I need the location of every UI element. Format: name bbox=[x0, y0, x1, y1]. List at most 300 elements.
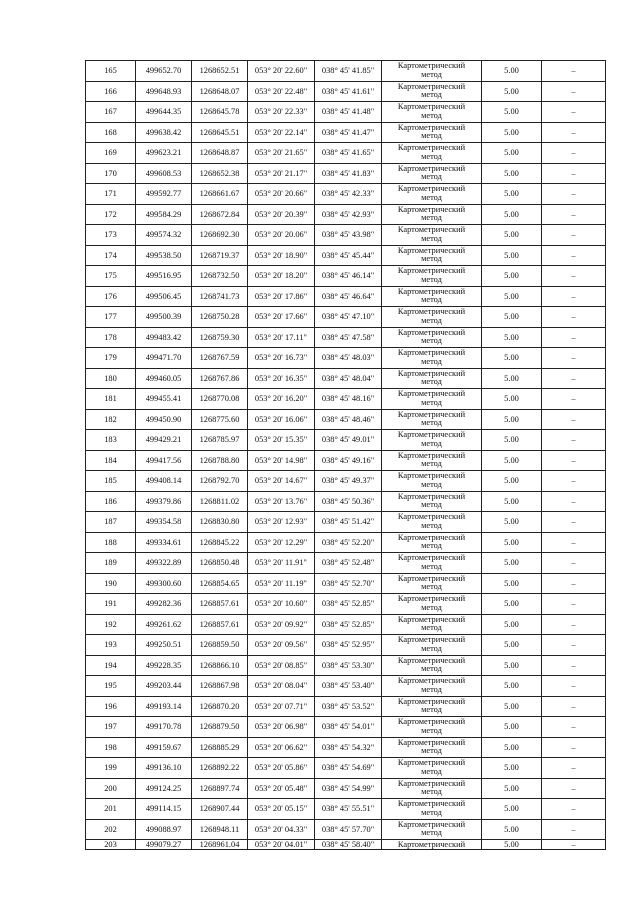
x-coordinate-cell: 499250.51 bbox=[136, 635, 192, 656]
accuracy-cell: 5.00 bbox=[482, 122, 542, 143]
y-coordinate-cell: 1268907.44 bbox=[192, 799, 248, 820]
table-body bbox=[86, 61, 606, 850]
y-coordinate-cell: 1268645.51 bbox=[192, 122, 248, 143]
table-row bbox=[86, 676, 606, 697]
point-number-cell: 178 bbox=[86, 327, 136, 348]
method-cell bbox=[382, 553, 482, 574]
table-row bbox=[86, 225, 606, 246]
method-line-1: Картометрический bbox=[397, 204, 466, 214]
x-coordinate-cell: 499592.77 bbox=[136, 184, 192, 205]
table-row bbox=[86, 819, 606, 840]
accuracy-cell: 5.00 bbox=[482, 717, 542, 738]
table-row bbox=[86, 840, 606, 850]
method-line-2: метод bbox=[421, 438, 442, 448]
point-number-cell: 166 bbox=[86, 81, 136, 102]
method-cell bbox=[382, 512, 482, 533]
x-coordinate-cell: 499506.45 bbox=[136, 286, 192, 307]
x-coordinate-cell: 499584.29 bbox=[136, 204, 192, 225]
accuracy-cell: 5.00 bbox=[482, 102, 542, 123]
point-number-cell: 187 bbox=[86, 512, 136, 533]
note-cell: – bbox=[542, 799, 606, 820]
note-cell: – bbox=[542, 778, 606, 799]
accuracy-cell: 5.00 bbox=[482, 266, 542, 287]
method-cell bbox=[382, 122, 482, 143]
note-cell: – bbox=[542, 245, 606, 266]
table-row bbox=[86, 81, 606, 102]
accuracy-cell: 5.00 bbox=[482, 450, 542, 471]
note-cell: – bbox=[542, 553, 606, 574]
point-number-cell: 197 bbox=[86, 717, 136, 738]
latitude-cell: 053° 20' 21.65" bbox=[248, 143, 315, 164]
y-coordinate-cell: 1268785.97 bbox=[192, 430, 248, 451]
point-number-cell: 188 bbox=[86, 532, 136, 553]
latitude-cell: 053° 20' 09.56" bbox=[248, 635, 315, 656]
x-coordinate-cell: 499623.21 bbox=[136, 143, 192, 164]
table-row bbox=[86, 635, 606, 656]
method-line-2: метод bbox=[421, 684, 442, 694]
y-coordinate-cell: 1268645.78 bbox=[192, 102, 248, 123]
latitude-cell: 053° 20' 17.66" bbox=[248, 307, 315, 328]
longitude-cell: 038° 45' 58.40" bbox=[315, 840, 382, 850]
method-cell bbox=[382, 614, 482, 635]
method-line-1: Картометрический bbox=[397, 163, 466, 173]
method-cell bbox=[382, 143, 482, 164]
latitude-cell: 053° 20' 08.85" bbox=[248, 655, 315, 676]
accuracy-cell: 5.00 bbox=[482, 696, 542, 717]
method-line-1: Картометрический bbox=[397, 327, 466, 337]
x-coordinate-cell: 499228.35 bbox=[136, 655, 192, 676]
longitude-cell: 038° 45' 41.83" bbox=[315, 163, 382, 184]
y-coordinate-cell: 1268767.59 bbox=[192, 348, 248, 369]
latitude-cell: 053° 20' 17.86" bbox=[248, 286, 315, 307]
y-coordinate-cell: 1268850.48 bbox=[192, 553, 248, 574]
point-number-cell: 173 bbox=[86, 225, 136, 246]
method-line-2: метод bbox=[421, 746, 442, 756]
y-coordinate-cell: 1268732.50 bbox=[192, 266, 248, 287]
longitude-cell: 038° 45' 52.48" bbox=[315, 553, 382, 574]
table-row bbox=[86, 594, 606, 615]
latitude-cell: 053° 20' 05.86" bbox=[248, 758, 315, 779]
method-line-1: Картометрический bbox=[397, 737, 466, 747]
method-line-1: Картометрический bbox=[397, 553, 466, 563]
point-number-cell: 191 bbox=[86, 594, 136, 615]
method-line-1: Картометрический bbox=[397, 225, 466, 235]
point-number-cell: 189 bbox=[86, 553, 136, 574]
accuracy-cell: 5.00 bbox=[482, 143, 542, 164]
x-coordinate-cell: 499203.44 bbox=[136, 676, 192, 697]
y-coordinate-cell: 1268948.11 bbox=[192, 819, 248, 840]
note-cell: – bbox=[542, 450, 606, 471]
note-cell: – bbox=[542, 737, 606, 758]
longitude-cell: 038° 45' 52.70" bbox=[315, 573, 382, 594]
point-number-cell: 185 bbox=[86, 471, 136, 492]
x-coordinate-cell: 499574.32 bbox=[136, 225, 192, 246]
method-cell bbox=[382, 676, 482, 697]
y-coordinate-cell: 1268759.30 bbox=[192, 327, 248, 348]
latitude-cell: 053° 20' 05.48" bbox=[248, 778, 315, 799]
method-line-2: метод bbox=[421, 397, 442, 407]
longitude-cell: 038° 45' 46.14" bbox=[315, 266, 382, 287]
y-coordinate-cell: 1268857.61 bbox=[192, 614, 248, 635]
method-line-1: Картометрический bbox=[397, 840, 466, 849]
latitude-cell: 053° 20' 06.62" bbox=[248, 737, 315, 758]
method-line-1: Картометрический bbox=[397, 594, 466, 604]
note-cell: – bbox=[542, 81, 606, 102]
table-row bbox=[86, 532, 606, 553]
note-cell: – bbox=[542, 655, 606, 676]
method-cell bbox=[382, 409, 482, 430]
accuracy-cell: 5.00 bbox=[482, 512, 542, 533]
note-cell: – bbox=[542, 368, 606, 389]
y-coordinate-cell: 1268741.73 bbox=[192, 286, 248, 307]
method-line-1: Картометрический bbox=[397, 450, 466, 460]
point-number-cell: 186 bbox=[86, 491, 136, 512]
x-coordinate-cell: 499417.56 bbox=[136, 450, 192, 471]
method-line-2: метод bbox=[421, 336, 442, 346]
method-line-1: Картометрический bbox=[397, 143, 466, 153]
note-cell: – bbox=[542, 327, 606, 348]
method-cell bbox=[382, 389, 482, 410]
method-cell bbox=[382, 696, 482, 717]
latitude-cell: 053° 20' 04.01" bbox=[248, 840, 315, 850]
table-row bbox=[86, 409, 606, 430]
method-line-2: метод bbox=[421, 705, 442, 715]
table-row bbox=[86, 778, 606, 799]
point-number-cell: 199 bbox=[86, 758, 136, 779]
latitude-cell: 053° 20' 16.73" bbox=[248, 348, 315, 369]
accuracy-cell: 5.00 bbox=[482, 368, 542, 389]
method-cell bbox=[382, 102, 482, 123]
method-line-2: метод bbox=[421, 110, 442, 120]
table-row bbox=[86, 614, 606, 635]
method-line-1: Картометрический bbox=[397, 573, 466, 583]
method-line-2: метод bbox=[421, 172, 442, 182]
accuracy-cell: 5.00 bbox=[482, 655, 542, 676]
x-coordinate-cell: 499088.97 bbox=[136, 819, 192, 840]
method-line-2: метод bbox=[421, 582, 442, 592]
latitude-cell: 053° 20' 15.35" bbox=[248, 430, 315, 451]
x-coordinate-cell: 499379.86 bbox=[136, 491, 192, 512]
method-cell bbox=[382, 573, 482, 594]
y-coordinate-cell: 1268892.22 bbox=[192, 758, 248, 779]
point-number-cell: 196 bbox=[86, 696, 136, 717]
note-cell: – bbox=[542, 163, 606, 184]
longitude-cell: 038° 45' 50.36" bbox=[315, 491, 382, 512]
method-line-1: Картометрический bbox=[397, 635, 466, 645]
table-row bbox=[86, 61, 606, 82]
latitude-cell: 053° 20' 11.91" bbox=[248, 553, 315, 574]
longitude-cell: 038° 45' 53.40" bbox=[315, 676, 382, 697]
point-number-cell: 174 bbox=[86, 245, 136, 266]
method-cell bbox=[382, 327, 482, 348]
accuracy-cell: 5.00 bbox=[482, 81, 542, 102]
accuracy-cell: 5.00 bbox=[482, 204, 542, 225]
x-coordinate-cell: 499354.58 bbox=[136, 512, 192, 533]
y-coordinate-cell: 1268648.87 bbox=[192, 143, 248, 164]
accuracy-cell: 5.00 bbox=[482, 430, 542, 451]
longitude-cell: 038° 45' 54.01" bbox=[315, 717, 382, 738]
accuracy-cell: 5.00 bbox=[482, 532, 542, 553]
method-cell bbox=[382, 594, 482, 615]
point-number-cell: 184 bbox=[86, 450, 136, 471]
point-number-cell: 171 bbox=[86, 184, 136, 205]
method-line-1: Картометрический bbox=[397, 717, 466, 727]
point-number-cell: 200 bbox=[86, 778, 136, 799]
method-line-2: метод bbox=[421, 233, 442, 243]
note-cell: – bbox=[542, 204, 606, 225]
note-cell: – bbox=[542, 614, 606, 635]
method-line-2: метод bbox=[421, 274, 442, 284]
method-line-2: метод bbox=[421, 520, 442, 530]
method-cell bbox=[382, 799, 482, 820]
method-cell bbox=[382, 635, 482, 656]
method-line-1: Картометрический bbox=[397, 614, 466, 624]
x-coordinate-cell: 499136.10 bbox=[136, 758, 192, 779]
method-cell bbox=[382, 758, 482, 779]
longitude-cell: 038° 45' 54.32" bbox=[315, 737, 382, 758]
point-number-cell: 193 bbox=[86, 635, 136, 656]
point-number-cell: 182 bbox=[86, 409, 136, 430]
latitude-cell: 053° 20' 14.67" bbox=[248, 471, 315, 492]
longitude-cell: 038° 45' 57.70" bbox=[315, 819, 382, 840]
method-line-2: метод bbox=[421, 787, 442, 797]
x-coordinate-cell: 499334.61 bbox=[136, 532, 192, 553]
point-number-cell: 202 bbox=[86, 819, 136, 840]
method-line-2: метод bbox=[421, 356, 442, 366]
method-line-2: метод bbox=[421, 295, 442, 305]
note-cell: – bbox=[542, 676, 606, 697]
point-number-cell: 180 bbox=[86, 368, 136, 389]
table-row bbox=[86, 266, 606, 287]
table-row bbox=[86, 204, 606, 225]
x-coordinate-cell: 499450.90 bbox=[136, 409, 192, 430]
accuracy-cell: 5.00 bbox=[482, 163, 542, 184]
x-coordinate-cell: 499483.42 bbox=[136, 327, 192, 348]
longitude-cell: 038° 45' 48.46" bbox=[315, 409, 382, 430]
method-line-2: метод bbox=[421, 69, 442, 79]
longitude-cell: 038° 45' 52.85" bbox=[315, 594, 382, 615]
latitude-cell: 053° 20' 05.15" bbox=[248, 799, 315, 820]
longitude-cell: 038° 45' 46.64" bbox=[315, 286, 382, 307]
method-line-1: Картометрический bbox=[397, 430, 466, 440]
method-line-2: метод bbox=[421, 315, 442, 325]
y-coordinate-cell: 1268648.07 bbox=[192, 81, 248, 102]
method-cell bbox=[382, 655, 482, 676]
method-line-2: метод bbox=[421, 602, 442, 612]
latitude-cell: 053° 20' 22.60" bbox=[248, 61, 315, 82]
y-coordinate-cell: 1268859.50 bbox=[192, 635, 248, 656]
table-row bbox=[86, 389, 606, 410]
accuracy-cell: 5.00 bbox=[482, 594, 542, 615]
latitude-cell: 053° 20' 09.92" bbox=[248, 614, 315, 635]
note-cell: – bbox=[542, 491, 606, 512]
method-cell bbox=[382, 307, 482, 328]
table-row bbox=[86, 737, 606, 758]
note-cell: – bbox=[542, 286, 606, 307]
x-coordinate-cell: 499460.05 bbox=[136, 368, 192, 389]
table-row bbox=[86, 696, 606, 717]
x-coordinate-cell: 499114.15 bbox=[136, 799, 192, 820]
latitude-cell: 053° 20' 22.48" bbox=[248, 81, 315, 102]
method-line-1: Картометрический bbox=[397, 819, 466, 829]
note-cell: – bbox=[542, 143, 606, 164]
longitude-cell: 038° 45' 48.16" bbox=[315, 389, 382, 410]
method-line-1: Картометрический bbox=[397, 758, 466, 768]
note-cell: – bbox=[542, 635, 606, 656]
method-line-1: Картометрический bbox=[397, 102, 466, 112]
accuracy-cell: 5.00 bbox=[482, 389, 542, 410]
method-cell bbox=[382, 532, 482, 553]
method-cell bbox=[382, 840, 482, 850]
point-number-cell: 170 bbox=[86, 163, 136, 184]
longitude-cell: 038° 45' 54.99" bbox=[315, 778, 382, 799]
longitude-cell: 038° 45' 49.01" bbox=[315, 430, 382, 451]
accuracy-cell: 5.00 bbox=[482, 799, 542, 820]
x-coordinate-cell: 499170.78 bbox=[136, 717, 192, 738]
note-cell: – bbox=[542, 840, 606, 850]
x-coordinate-cell: 499644.35 bbox=[136, 102, 192, 123]
accuracy-cell: 5.00 bbox=[482, 758, 542, 779]
y-coordinate-cell: 1268775.60 bbox=[192, 409, 248, 430]
method-line-1: Картометрический bbox=[397, 799, 466, 809]
note-cell: – bbox=[542, 348, 606, 369]
method-line-1: Картометрический bbox=[397, 368, 466, 378]
method-line-2: метод bbox=[421, 664, 442, 674]
note-cell: – bbox=[542, 758, 606, 779]
note-cell: – bbox=[542, 471, 606, 492]
method-line-1: Картометрический bbox=[397, 61, 466, 71]
longitude-cell: 038° 45' 47.10" bbox=[315, 307, 382, 328]
method-cell bbox=[382, 819, 482, 840]
method-line-1: Картометрический bbox=[397, 266, 466, 276]
point-number-cell: 165 bbox=[86, 61, 136, 82]
method-line-2: метод bbox=[421, 725, 442, 735]
method-line-1: Картометрический bbox=[397, 655, 466, 665]
x-coordinate-cell: 499500.39 bbox=[136, 307, 192, 328]
y-coordinate-cell: 1268867.98 bbox=[192, 676, 248, 697]
note-cell: – bbox=[542, 819, 606, 840]
table-row bbox=[86, 348, 606, 369]
note-cell: – bbox=[542, 696, 606, 717]
method-line-2: метод bbox=[421, 254, 442, 264]
x-coordinate-cell: 499455.41 bbox=[136, 389, 192, 410]
method-cell bbox=[382, 491, 482, 512]
x-coordinate-cell: 499408.14 bbox=[136, 471, 192, 492]
x-coordinate-cell: 499282.36 bbox=[136, 594, 192, 615]
method-cell bbox=[382, 368, 482, 389]
note-cell: – bbox=[542, 409, 606, 430]
method-line-1: Картометрический bbox=[397, 348, 466, 358]
method-line-2: метод bbox=[421, 500, 442, 510]
x-coordinate-cell: 499638.42 bbox=[136, 122, 192, 143]
accuracy-cell: 5.00 bbox=[482, 225, 542, 246]
longitude-cell: 038° 45' 41.48" bbox=[315, 102, 382, 123]
y-coordinate-cell: 1268672.84 bbox=[192, 204, 248, 225]
note-cell: – bbox=[542, 122, 606, 143]
method-cell bbox=[382, 717, 482, 738]
y-coordinate-cell: 1268870.20 bbox=[192, 696, 248, 717]
latitude-cell: 053° 20' 18.90" bbox=[248, 245, 315, 266]
method-cell bbox=[382, 737, 482, 758]
y-coordinate-cell: 1268719.37 bbox=[192, 245, 248, 266]
document-page bbox=[85, 60, 605, 850]
accuracy-cell: 5.00 bbox=[482, 614, 542, 635]
accuracy-cell: 5.00 bbox=[482, 471, 542, 492]
accuracy-cell: 5.00 bbox=[482, 348, 542, 369]
accuracy-cell: 5.00 bbox=[482, 635, 542, 656]
latitude-cell: 053° 20' 20.06" bbox=[248, 225, 315, 246]
x-coordinate-cell: 499538.50 bbox=[136, 245, 192, 266]
latitude-cell: 053° 20' 04.33" bbox=[248, 819, 315, 840]
note-cell: – bbox=[542, 512, 606, 533]
table-row bbox=[86, 553, 606, 574]
y-coordinate-cell: 1268792.70 bbox=[192, 471, 248, 492]
y-coordinate-cell: 1268897.74 bbox=[192, 778, 248, 799]
method-cell bbox=[382, 225, 482, 246]
method-cell bbox=[382, 348, 482, 369]
method-line-1: Картометрический bbox=[397, 491, 466, 501]
longitude-cell: 038° 45' 54.69" bbox=[315, 758, 382, 779]
accuracy-cell: 5.00 bbox=[482, 840, 542, 850]
table-row bbox=[86, 717, 606, 738]
longitude-cell: 038° 45' 49.37" bbox=[315, 471, 382, 492]
table-row bbox=[86, 245, 606, 266]
latitude-cell: 053° 20' 20.66" bbox=[248, 184, 315, 205]
method-cell bbox=[382, 430, 482, 451]
method-line-2: метод bbox=[421, 151, 442, 161]
method-cell bbox=[382, 778, 482, 799]
accuracy-cell: 5.00 bbox=[482, 307, 542, 328]
longitude-cell: 038° 45' 41.61" bbox=[315, 81, 382, 102]
method-line-1: Картометрический bbox=[397, 471, 466, 481]
latitude-cell: 053° 20' 10.60" bbox=[248, 594, 315, 615]
y-coordinate-cell: 1268661.67 bbox=[192, 184, 248, 205]
point-number-cell: 198 bbox=[86, 737, 136, 758]
accuracy-cell: 5.00 bbox=[482, 245, 542, 266]
latitude-cell: 053° 20' 21.17" bbox=[248, 163, 315, 184]
table-row bbox=[86, 655, 606, 676]
table-row bbox=[86, 430, 606, 451]
point-number-cell: 167 bbox=[86, 102, 136, 123]
x-coordinate-cell: 499322.89 bbox=[136, 553, 192, 574]
table-row bbox=[86, 307, 606, 328]
table-row bbox=[86, 327, 606, 348]
method-cell bbox=[382, 204, 482, 225]
method-line-2: метод bbox=[421, 131, 442, 141]
method-line-1: Картометрический bbox=[397, 778, 466, 788]
y-coordinate-cell: 1268652.38 bbox=[192, 163, 248, 184]
y-coordinate-cell: 1268857.61 bbox=[192, 594, 248, 615]
longitude-cell: 038° 45' 52.85" bbox=[315, 614, 382, 635]
x-coordinate-cell: 499124.25 bbox=[136, 778, 192, 799]
method-line-2: метод bbox=[421, 418, 442, 428]
latitude-cell: 053° 20' 14.98" bbox=[248, 450, 315, 471]
method-line-1: Картометрический bbox=[397, 245, 466, 255]
latitude-cell: 053° 20' 16.06" bbox=[248, 409, 315, 430]
longitude-cell: 038° 45' 41.47" bbox=[315, 122, 382, 143]
method-line-1: Картометрический bbox=[397, 532, 466, 542]
method-line-1: Картометрический bbox=[397, 122, 466, 132]
table-row bbox=[86, 122, 606, 143]
table-row bbox=[86, 512, 606, 533]
method-line-1: Картометрический bbox=[397, 512, 466, 522]
method-line-2: метод bbox=[421, 807, 442, 817]
x-coordinate-cell: 499648.93 bbox=[136, 81, 192, 102]
accuracy-cell: 5.00 bbox=[482, 61, 542, 82]
latitude-cell: 053° 20' 11.19" bbox=[248, 573, 315, 594]
x-coordinate-cell: 499429.21 bbox=[136, 430, 192, 451]
accuracy-cell: 5.00 bbox=[482, 184, 542, 205]
